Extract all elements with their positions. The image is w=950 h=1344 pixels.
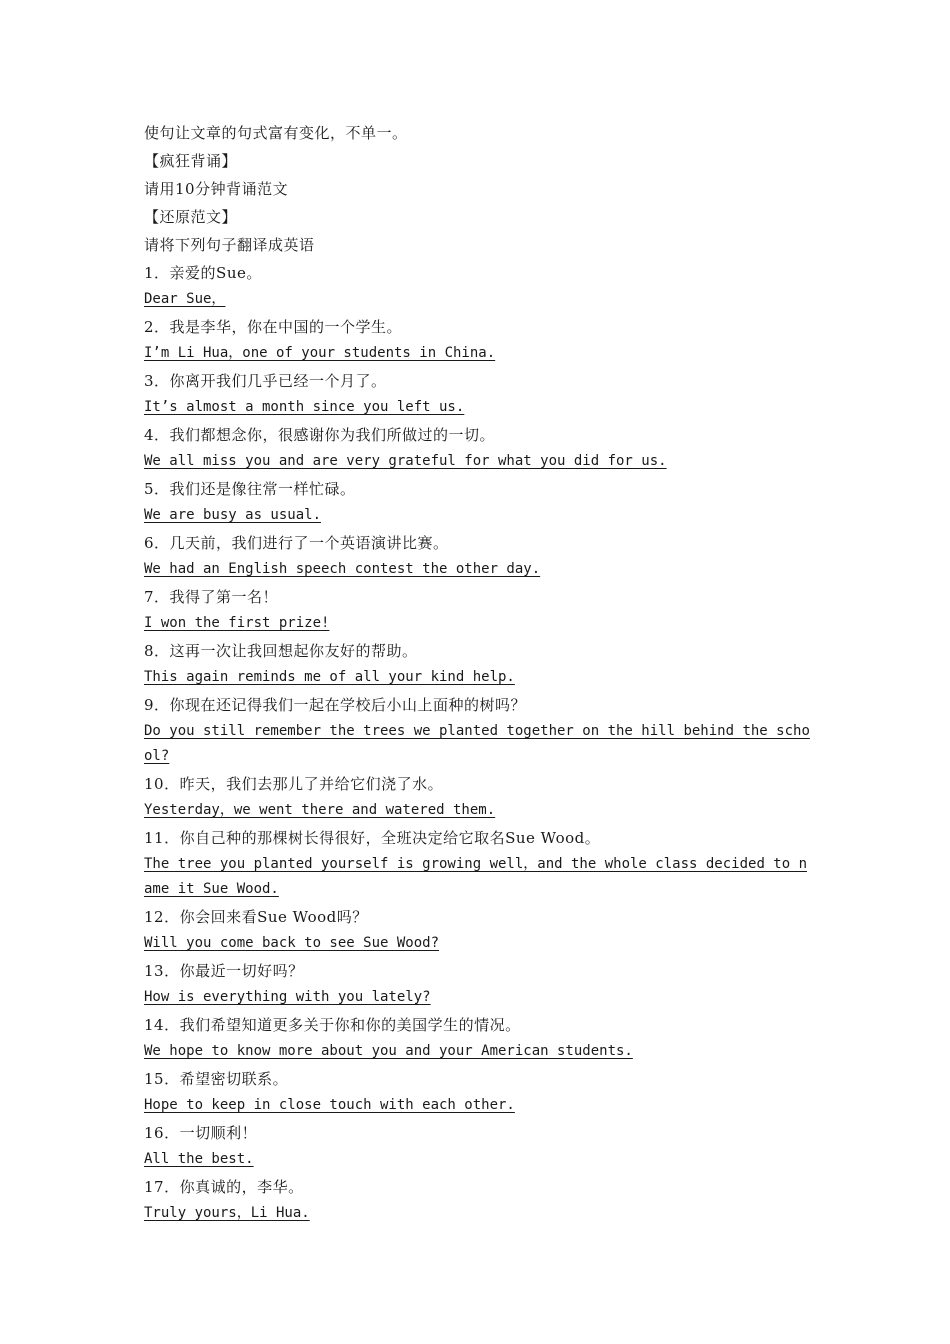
chinese-sentence: 11．你自己种的那棵树长得很好，全班决定给它取名Sue Wood。: [144, 829, 601, 847]
recite-instruction: 请用10分钟背诵范文: [144, 180, 289, 198]
english-translation: Yesterday，we went there and watered them.: [144, 802, 496, 818]
english-translation: How is everything with you lately?: [144, 989, 431, 1005]
chinese-sentence: 8．这再一次让我回想起你友好的帮助。: [144, 642, 418, 660]
english-translation: We all miss you and are very grateful for what you did for us.: [144, 453, 667, 469]
english-translation: I won the first prize!: [144, 615, 330, 631]
chinese-sentence: 10．昨天，我们去那儿了并给它们浇了水。: [144, 775, 444, 793]
chinese-sentence: 9．你现在还记得我们一起在学校后小山上面种的树吗？: [144, 696, 527, 714]
section-heading-recite: 【疯狂背诵】: [144, 152, 238, 170]
chinese-sentence: 17．你真诚的，李华。: [144, 1178, 304, 1196]
chinese-sentence: 12．你会回来看Sue Wood吗？: [144, 908, 368, 926]
chinese-sentence: 13．你最近一切好吗？: [144, 962, 304, 980]
chinese-sentence: 7．我得了第一名！: [144, 588, 279, 606]
english-translation: We are busy as usual.: [144, 507, 322, 523]
english-translation: We had an English speech contest the other day.: [144, 561, 541, 577]
chinese-sentence: 14．我们希望知道更多关于你和你的美国学生的情况。: [144, 1016, 521, 1034]
english-translation: Do you still remember the trees we planted together on the hill behind the school?: [144, 723, 810, 764]
chinese-sentence: 1．亲爱的Sue。: [144, 264, 262, 282]
english-translation: Dear Sue，: [144, 291, 226, 307]
english-translation: All the best.: [144, 1151, 254, 1167]
chinese-sentence: 16．一切顺利！: [144, 1124, 258, 1142]
english-translation: We hope to know more about you and your American students.: [144, 1043, 633, 1059]
intro-note: 使句让文章的句式富有变化，不单一。: [144, 124, 408, 142]
chinese-sentence: 2．我是李华，你在中国的一个学生。: [144, 318, 403, 336]
translate-instruction: 请将下列句子翻译成英语: [144, 236, 315, 254]
chinese-sentence: 15．希望密切联系。: [144, 1070, 289, 1088]
chinese-sentence: 4．我们都想念你，很感谢你为我们所做过的一切。: [144, 426, 496, 444]
english-translation: This again reminds me of all your kind help.: [144, 669, 515, 685]
english-translation: Will you come back to see Sue Wood?: [144, 935, 440, 951]
document-body: [144, 119, 814, 1227]
english-translation: Hope to keep in close touch with each other.: [144, 1097, 515, 1113]
english-translation: It’s almost a month since you left us.: [144, 399, 465, 415]
english-translation: I’m Li Hua，one of your students in China.: [144, 345, 496, 361]
english-translation: Truly yours，Li Hua.: [144, 1205, 310, 1221]
chinese-sentence: 5．我们还是像往常一样忙碌。: [144, 480, 356, 498]
english-translation: The tree you planted yourself is growing well，and the whole class decided to name it Sue Wood.: [144, 856, 808, 897]
chinese-sentence: 3．你离开我们几乎已经一个月了。: [144, 372, 387, 390]
translation-list: [144, 259, 814, 1226]
section-heading-restore: 【还原范文】: [144, 208, 238, 226]
chinese-sentence: 6．几天前，我们进行了一个英语演讲比赛。: [144, 534, 449, 552]
